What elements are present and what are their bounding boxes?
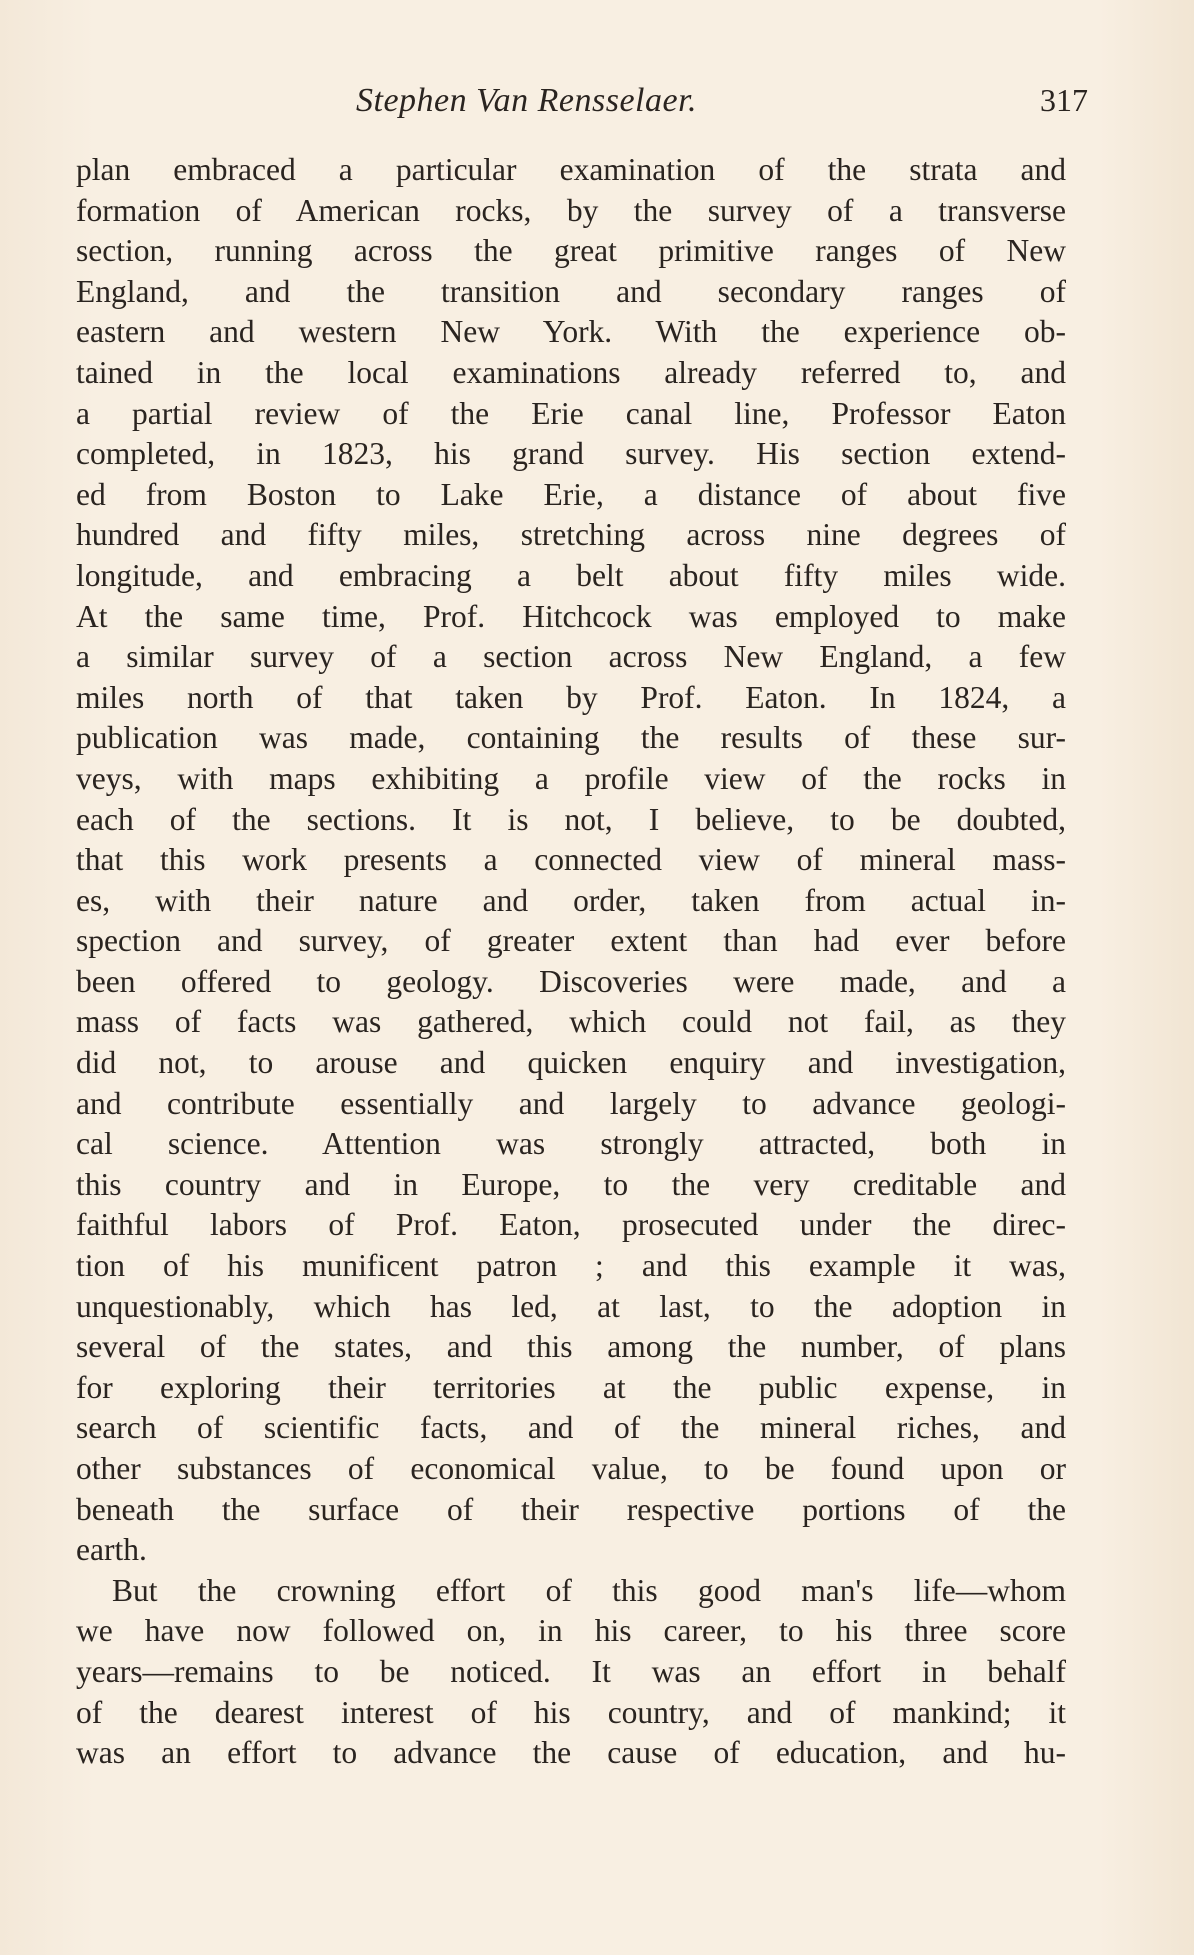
text-line: beneath the surface of their respective portions of the (76, 1491, 1066, 1527)
text-line: unquestionably, which has led, at last, to the adoption in (76, 1288, 1066, 1324)
text-line: other substances of economical value, to be found upon or (76, 1451, 1066, 1486)
text-line: longitude, and embracing a belt about fifty miles wide. (76, 557, 1066, 593)
text-line: for exploring their territories at the public expense, in (76, 1369, 1066, 1405)
text-line: miles north of that taken by Prof. Eaton. In 1824, a (76, 679, 1066, 715)
text-line: did not, to arouse and quicken enquiry and investigation, (76, 1045, 1066, 1081)
text-line: England, and the transition and secondary ranges of (76, 273, 1066, 309)
text-line: ed from Boston to Lake Erie, a distance of about five (76, 476, 1066, 512)
text-line: earth. (76, 1532, 147, 1568)
text-line: eastern and western New York. With the experience ob- (76, 314, 1066, 350)
text-line: At the same time, Prof. Hitchcock was employed to make (76, 598, 1066, 634)
text-line: es, with their nature and order, taken from actual in- (76, 882, 1066, 918)
text-line: completed, in 1823, his grand survey. His section extend- (76, 436, 1066, 472)
text-line: of the dearest interest of his country, and of mankind; it (76, 1694, 1066, 1730)
text-line: was an effort to advance the cause of education, and hu- (76, 1735, 1066, 1771)
text-line: publication was made, containing the results of these sur- (76, 720, 1066, 756)
running-head (78, 82, 1088, 132)
text-line: each of the sections. It is not, I believe, to be doubted, (76, 801, 1066, 837)
text-line: hundred and fifty miles, stretching across nine degrees of (76, 517, 1066, 553)
text-line: mass of facts was gathered, which could not fail, as they (76, 1004, 1066, 1040)
text-line: years—remains to be noticed. It was an effort in behalf (76, 1653, 1066, 1689)
text-line: cal science. Attention was strongly attracted, both in (76, 1126, 1066, 1162)
text-line: we have now followed on, in his career, to his three score (76, 1613, 1066, 1649)
text-line: veys, with maps exhibiting a profile view of the rocks in (76, 760, 1066, 796)
text-line: formation of American rocks, by the survey of a transverse (76, 192, 1066, 228)
body-text (76, 150, 1066, 1774)
text-line: several of the states, and this among the number, of plans (76, 1329, 1066, 1365)
text-line: spection and survey, of greater extent than had ever before (76, 923, 1066, 959)
text-line: plan embraced a particular examination of the strata and (76, 152, 1066, 187)
text-line: faithful labors of Prof. Eaton, prosecuted under the direc- (76, 1207, 1066, 1243)
text-line: been offered to geology. Discoveries were made, and a (76, 963, 1066, 999)
text-line: section, running across the great primitive ranges of New (76, 233, 1066, 269)
text-line: tion of his munificent patron ; and this example it was, (76, 1248, 1066, 1284)
text-line: that this work presents a connected view of mineral mass- (76, 842, 1066, 878)
running-title: Stephen Van Rensselaer. (356, 82, 698, 119)
text-line: a partial review of the Erie canal line, Professor Eaton (76, 395, 1066, 431)
text-line: search of scientific facts, and of the mineral riches, and (76, 1410, 1066, 1446)
text-line: tained in the local examinations already referred to, and (76, 354, 1066, 390)
text-line: a similar survey of a section across New England, a few (76, 639, 1066, 675)
page-number: 317 (1040, 82, 1088, 118)
text-line: But the crowning effort of this good man's life—whom (112, 1572, 1066, 1608)
text-line: this country and in Europe, to the very creditable and (76, 1166, 1066, 1202)
text-line: and contribute essentially and largely to advance geologi- (76, 1085, 1066, 1121)
